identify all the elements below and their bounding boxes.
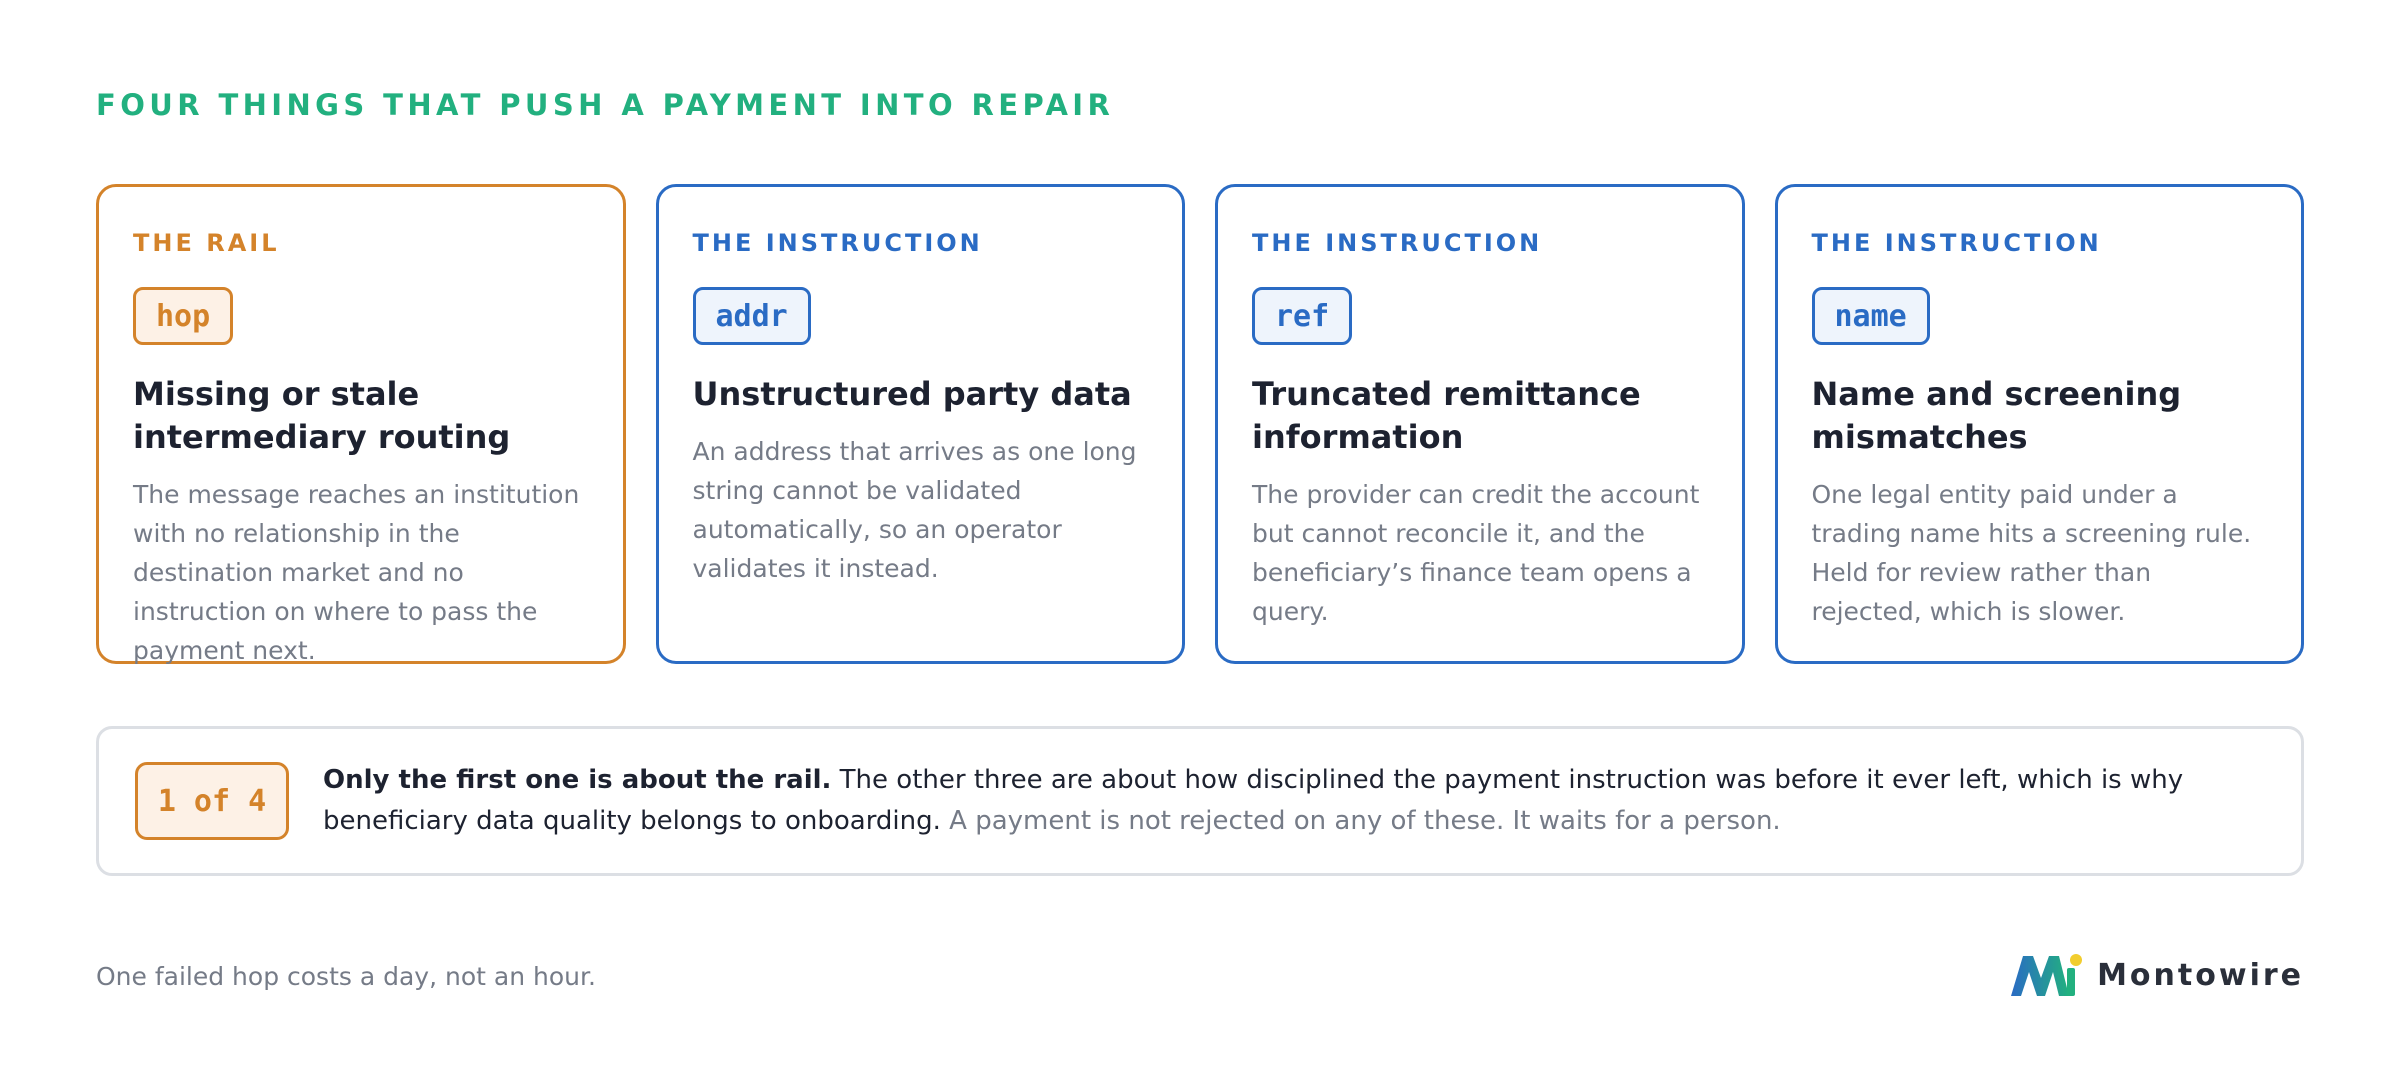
card-title: Truncated remittance information bbox=[1252, 375, 1641, 456]
card-kicker: THE RAIL bbox=[133, 229, 280, 257]
card-body: An address that arrives as one long string cannot be validated automatically, so an operator validates it instead. bbox=[692, 437, 1137, 583]
card-instruction-name bbox=[1775, 184, 2305, 664]
card-kicker: THE INSTRUCTION bbox=[1252, 229, 1543, 257]
note-text bbox=[323, 760, 2265, 842]
card-title: Unstructured party data bbox=[692, 375, 1132, 413]
card-rail-hop bbox=[96, 184, 626, 664]
card-kicker: THE INSTRUCTION bbox=[692, 229, 983, 257]
brand-name: Montowire bbox=[2097, 957, 2304, 993]
card-instruction-addr bbox=[656, 184, 1186, 664]
card-code-tag: ref bbox=[1252, 287, 1352, 345]
card-body: The message reaches an institution with no relationship in the destination market and no instruction on where to pass the payment next. bbox=[133, 480, 580, 665]
count-badge: 1 of 4 bbox=[135, 762, 289, 840]
card-code-tag: addr bbox=[693, 287, 811, 345]
section-kicker: FOUR THINGS THAT PUSH A PAYMENT INTO REPAIR bbox=[96, 88, 1115, 122]
note-lead: Only the first one is about the rail. bbox=[323, 765, 832, 795]
summary-note bbox=[96, 726, 2304, 876]
brand-lockup bbox=[2009, 950, 2304, 1000]
card-body: One legal entity paid under a trading name hits a screening rule. Held for review rather than rejected, which is slower. bbox=[1811, 480, 2252, 626]
page bbox=[96, 0, 2304, 1076]
card-code-tag: name bbox=[1812, 287, 1930, 345]
card-code-tag: hop bbox=[133, 287, 233, 345]
footer-tagline: One failed hop costs a day, not an hour. bbox=[96, 962, 596, 991]
card-body: The provider can credit the account but cannot reconcile it, and the beneficiary’s finance team opens a query. bbox=[1252, 480, 1700, 626]
note-body: The other three are about how disciplined the payment instruction was before it ever left, which is why beneficiary data quality belongs to onboarding. bbox=[323, 765, 2184, 836]
card-title: Name and screening mismatches bbox=[1811, 375, 2182, 456]
card-instruction-ref bbox=[1215, 184, 1745, 664]
card-title: Missing or stale intermediary routing bbox=[133, 375, 511, 456]
note-aside: A payment is not rejected on any of these. It waits for a person. bbox=[940, 806, 1781, 836]
cards-row bbox=[96, 184, 2304, 664]
card-kicker: THE INSTRUCTION bbox=[1811, 229, 2102, 257]
montowire-logo-icon bbox=[2009, 952, 2083, 998]
